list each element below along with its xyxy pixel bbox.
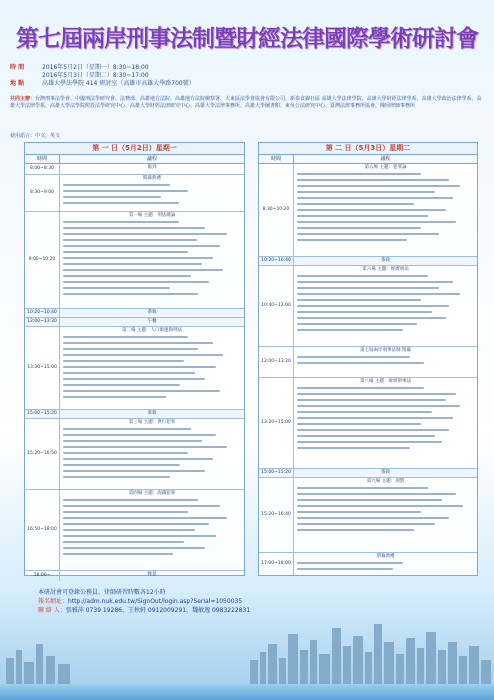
- schedule-row: 8:30~9:00 開幕典禮: [25, 175, 244, 212]
- time-line-2: 2016年5月3日（星期二）8:30~17:00: [42, 72, 149, 79]
- place-label: 地 點: [10, 80, 25, 87]
- event-info: [10, 64, 488, 88]
- organizers-text: 台灣刑事法學會、中國刑法學研究會、法務部、高雄地方法院、高雄地方法院檢察署、大東區法學會協會有限公司、新泰食錦社區 高雄大學法律學院、高雄大學財經法律學系、高雄大學政治法律學系、高雄大學法律學系、高雄大學法學院附設法學研究中心、高雄大學財經法律研究中心、高雄大學法律事務所、高雄大學圖書館、東吳公法研究中心、臺灣法律事務所協會、陳岡律師事務所: [10, 96, 482, 109]
- organizers: 共同主辦：台灣刑事法學會、中國刑法學研究會、法務部、高雄地方法院、高雄地方法院檢察署、大東區法學會協會有限公司、新泰食錦社區 高雄大學法律學院、高雄大學財經法律學系、高雄大學政治法律學系、高雄大學法律學系、高雄大學法學院附設法學研究中心、高雄大學財經法律研究中心、高雄大學法律事務所、高雄大學圖書館、東吳公法研究中心、臺灣法律事務所協會、陳岡律師事務所: [10, 96, 482, 109]
- schedule-row: 15:20~16:40 第九場 主題：刑罰: [259, 478, 477, 553]
- schedule-row: 16:50~18:00 第四場 主題：洗錢犯罪: [25, 490, 244, 571]
- day1-col-session: 議程: [146, 156, 157, 162]
- schedule-row: 13:20~15:00 第八場 主題：財經刑事法: [259, 378, 477, 469]
- contact-info: 張雅萍 0739 19286、王秋軒 0912009291、魏敏逸 0983222831: [65, 607, 251, 614]
- schedule-row: 12:00~13:20 第七屆兩岸刑事法制 閉幕: [259, 347, 477, 378]
- schedule-row: 15:00~15:20 茶敘: [259, 469, 477, 478]
- schedule-row: 15:20~16:50 第三場 主題：貪污犯罪: [25, 419, 244, 490]
- city-skyline-image: [0, 614, 494, 700]
- page-title: 第七屆兩岸刑事法制暨財經法律國際學術研討會: [16, 26, 478, 52]
- schedule-row: 15:00~15:20 茶敘: [25, 410, 244, 419]
- day1-header: 第 一 日（5月2日）星期一: [25, 143, 244, 155]
- place-text: 高雄大學法學院 414 研討室（高雄市高雄大學路700號）: [42, 80, 195, 87]
- registration-url[interactable]: http://adm.nuk.edu.tw/SignOut/login.asp?Serial=1050035: [68, 598, 243, 605]
- organizers-label: 共同主辦: [10, 96, 31, 102]
- schedule-row: 8:00~8:30 報到: [25, 164, 244, 175]
- day2-col-time: 時間: [259, 155, 294, 163]
- schedule-row: 13:30~15:00 第二場 主題：人口販運與刑法: [25, 327, 244, 410]
- contact-label: 聯 絡 人：: [38, 607, 66, 614]
- schedule-row: 9:00~10:20 第一場 主題：刑法總論: [25, 212, 244, 309]
- schedule-row: 17:00~18:00 閉幕典禮: [259, 553, 477, 575]
- language-note: 使用語言：中文、英文: [10, 133, 61, 139]
- schedule-row: 10:20~10:40 茶敘: [25, 309, 244, 318]
- time-line-1: 2016年5月2日（星期一）8:30~18:00: [42, 64, 149, 71]
- schedule-row: 8:30~10:20 第五場 主題：犯罪論: [259, 164, 477, 257]
- time-label: 時 間: [10, 64, 25, 71]
- day1-schedule: [24, 142, 245, 576]
- credit-note: 本研討會可登錄公務員、律師研習時數各12小時: [38, 589, 166, 596]
- day1-col-time: 時間: [25, 155, 60, 163]
- schedule-row: 10:40~12:00 第六場 主題：經濟刑法: [259, 266, 477, 347]
- schedule-row: 18:00~ 晚宴: [25, 571, 244, 581]
- day2-col-session: 議程: [380, 156, 391, 162]
- day2-schedule: [258, 142, 478, 576]
- registration-label: 報名網址：: [38, 598, 69, 605]
- day2-header: 第 二 日（5月3日）星期二: [259, 143, 477, 155]
- schedule-row: 10:20~10:40 茶敘: [259, 257, 477, 266]
- schedule-row: 12:00~13:30 午餐: [25, 318, 244, 327]
- footer: [38, 588, 250, 615]
